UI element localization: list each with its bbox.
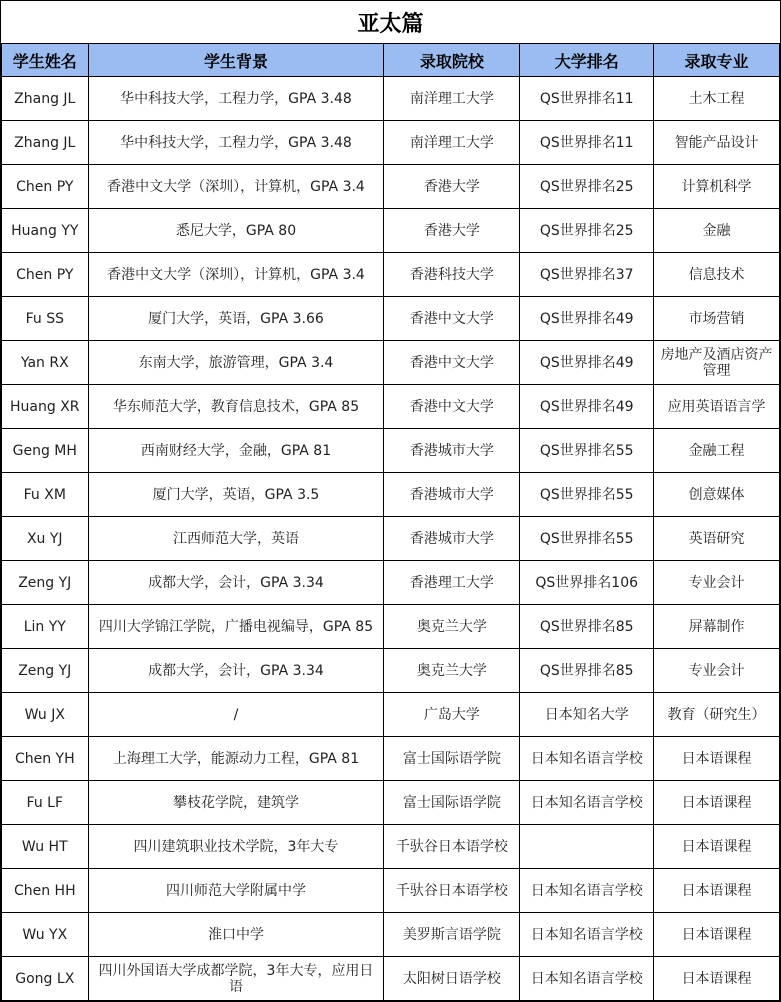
cell-admitted-major: 日本语课程 — [654, 869, 780, 913]
cell-student-name: Zhang JL — [2, 77, 89, 121]
cell-admitted-major: 日本语课程 — [654, 781, 780, 825]
cell-student-name: Yan RX — [2, 341, 89, 385]
cell-student-name: Chen YH — [2, 737, 89, 781]
cell-student-name: Zeng YJ — [2, 649, 89, 693]
header-admitted-major: 录取专业 — [654, 44, 780, 77]
cell-student-background: 四川外国语大学成都学院，3年大专，应用日语 — [88, 957, 384, 1001]
cell-university-rank: QS世界排名49 — [520, 341, 654, 385]
cell-admitted-school: 富士国际语学院 — [384, 781, 520, 825]
cell-university-rank: QS世界排名55 — [520, 429, 654, 473]
cell-student-background: 上海理工大学，能源动力工程，GPA 81 — [88, 737, 384, 781]
cell-university-rank: 日本知名语言学校 — [520, 869, 654, 913]
cell-student-background: 淮口中学 — [88, 913, 384, 957]
header-student-name: 学生姓名 — [2, 44, 89, 77]
header-student-background: 学生背景 — [88, 44, 384, 77]
cell-admitted-major: 日本语课程 — [654, 957, 780, 1001]
cell-university-rank: QS世界排名55 — [520, 473, 654, 517]
cell-admitted-major: 日本语课程 — [654, 737, 780, 781]
cell-student-background: 东南大学，旅游管理，GPA 3.4 — [88, 341, 384, 385]
cell-admitted-school: 香港城市大学 — [384, 429, 520, 473]
cell-admitted-major: 教育（研究生） — [654, 693, 780, 737]
cell-student-background: 成都大学，会计，GPA 3.34 — [88, 561, 384, 605]
cell-university-rank — [520, 825, 654, 869]
cell-student-name: Wu YX — [2, 913, 89, 957]
cell-admitted-school: 奥克兰大学 — [384, 605, 520, 649]
table-row — [2, 209, 780, 253]
cell-university-rank: 日本知名语言学校 — [520, 781, 654, 825]
cell-admitted-school: 香港城市大学 — [384, 517, 520, 561]
cell-admitted-major: 房地产及酒店资产管理 — [654, 341, 780, 385]
cell-student-background: 华中科技大学，工程力学，GPA 3.48 — [88, 121, 384, 165]
cell-admitted-major: 英语研究 — [654, 517, 780, 561]
cell-admitted-school: 广岛大学 — [384, 693, 520, 737]
table-row — [2, 781, 780, 825]
table-row — [2, 429, 780, 473]
cell-student-background: 厦门大学，英语，GPA 3.5 — [88, 473, 384, 517]
table-row — [2, 869, 780, 913]
cell-admitted-major: 专业会计 — [654, 561, 780, 605]
cell-admitted-school: 奥克兰大学 — [384, 649, 520, 693]
cell-student-background: 攀枝花学院，建筑学 — [88, 781, 384, 825]
cell-admitted-major: 土木工程 — [654, 77, 780, 121]
cell-admitted-major: 信息技术 — [654, 253, 780, 297]
cell-student-name: Wu JX — [2, 693, 89, 737]
cell-student-name: Chen PY — [2, 165, 89, 209]
table-row — [2, 605, 780, 649]
cell-admitted-school: 香港科技大学 — [384, 253, 520, 297]
table-row — [2, 649, 780, 693]
cell-admitted-school: 太阳树日语学校 — [384, 957, 520, 1001]
cell-student-name: Chen HH — [2, 869, 89, 913]
cell-admitted-major: 专业会计 — [654, 649, 780, 693]
cell-admitted-school: 香港中文大学 — [384, 385, 520, 429]
cell-admitted-major: 日本语课程 — [654, 913, 780, 957]
cell-student-name: Huang YY — [2, 209, 89, 253]
cell-student-name: Chen PY — [2, 253, 89, 297]
cell-student-name: Fu XM — [2, 473, 89, 517]
table-row — [2, 957, 780, 1001]
table-row — [2, 297, 780, 341]
cell-admitted-major: 计算机科学 — [654, 165, 780, 209]
table-row — [2, 385, 780, 429]
cell-university-rank: QS世界排名85 — [520, 649, 654, 693]
cell-student-name: Zeng YJ — [2, 561, 89, 605]
cell-university-rank: QS世界排名49 — [520, 297, 654, 341]
cell-student-name: Zhang JL — [2, 121, 89, 165]
cell-admitted-school: 南洋理工大学 — [384, 77, 520, 121]
cell-admitted-school: 南洋理工大学 — [384, 121, 520, 165]
cell-admitted-major: 日本语课程 — [654, 825, 780, 869]
cell-student-background: 香港中文大学（深圳），计算机，GPA 3.4 — [88, 253, 384, 297]
table-row — [2, 737, 780, 781]
cell-university-rank: QS世界排名11 — [520, 121, 654, 165]
table-row — [2, 825, 780, 869]
cell-student-background: / — [88, 693, 384, 737]
cell-student-name: Geng MH — [2, 429, 89, 473]
cell-university-rank: QS世界排名106 — [520, 561, 654, 605]
cell-admitted-school: 美罗斯言语学院 — [384, 913, 520, 957]
cell-university-rank: QS世界排名11 — [520, 77, 654, 121]
cell-admitted-major: 屏幕制作 — [654, 605, 780, 649]
header-university-rank: 大学排名 — [520, 44, 654, 77]
cell-university-rank: QS世界排名25 — [520, 209, 654, 253]
cell-student-background: 西南财经大学，金融，GPA 81 — [88, 429, 384, 473]
cell-student-background: 江西师范大学，英语 — [88, 517, 384, 561]
cell-student-background: 华东师范大学，教育信息技术，GPA 85 — [88, 385, 384, 429]
cell-student-background: 成都大学，会计，GPA 3.34 — [88, 649, 384, 693]
cell-university-rank: QS世界排名25 — [520, 165, 654, 209]
table-row — [2, 913, 780, 957]
cell-student-background: 四川建筑职业技术学院，3年大专 — [88, 825, 384, 869]
cell-admitted-school: 富士国际语学院 — [384, 737, 520, 781]
table-row — [2, 561, 780, 605]
cell-university-rank: 日本知名语言学校 — [520, 913, 654, 957]
cell-admitted-school: 香港理工大学 — [384, 561, 520, 605]
cell-admitted-school: 香港大学 — [384, 165, 520, 209]
cell-university-rank: QS世界排名85 — [520, 605, 654, 649]
cell-admitted-school: 香港城市大学 — [384, 473, 520, 517]
cell-student-name: Wu HT — [2, 825, 89, 869]
cell-admitted-school: 千驮谷日本语学校 — [384, 869, 520, 913]
header-admitted-school: 录取院校 — [384, 44, 520, 77]
cell-student-name: Xu YJ — [2, 517, 89, 561]
cell-admitted-major: 市场营销 — [654, 297, 780, 341]
cell-university-rank: 日本知名语言学校 — [520, 957, 654, 1001]
cell-university-rank: QS世界排名55 — [520, 517, 654, 561]
cell-student-background: 香港中文大学（深圳），计算机，GPA 3.4 — [88, 165, 384, 209]
cell-admitted-school: 香港中文大学 — [384, 297, 520, 341]
table-row — [2, 693, 780, 737]
cell-admitted-major: 创意媒体 — [654, 473, 780, 517]
table-row — [2, 165, 780, 209]
table-row — [2, 473, 780, 517]
cell-student-name: Lin YY — [2, 605, 89, 649]
cell-student-name: Fu LF — [2, 781, 89, 825]
cell-student-name: Huang XR — [2, 385, 89, 429]
cell-university-rank: 日本知名语言学校 — [520, 737, 654, 781]
cell-student-name: Gong LX — [2, 957, 89, 1001]
table-row — [2, 517, 780, 561]
table-row — [2, 341, 780, 385]
cell-student-background: 华中科技大学，工程力学，GPA 3.48 — [88, 77, 384, 121]
table-row — [2, 121, 780, 165]
cell-university-rank: QS世界排名49 — [520, 385, 654, 429]
table-title: 亚太篇 — [2, 1, 780, 44]
admissions-table — [1, 1, 780, 1001]
cell-student-background: 四川师范大学附属中学 — [88, 869, 384, 913]
cell-student-background: 四川大学锦江学院，广播电视编导，GPA 85 — [88, 605, 384, 649]
cell-admitted-major: 金融 — [654, 209, 780, 253]
table-row — [2, 77, 780, 121]
title-row — [2, 1, 780, 44]
cell-admitted-major: 智能产品设计 — [654, 121, 780, 165]
header-row — [2, 44, 780, 77]
cell-university-rank: QS世界排名37 — [520, 253, 654, 297]
cell-admitted-school: 千驮谷日本语学校 — [384, 825, 520, 869]
table-body — [2, 77, 780, 1001]
table-row — [2, 253, 780, 297]
cell-admitted-major: 应用英语语言学 — [654, 385, 780, 429]
cell-admitted-major: 金融工程 — [654, 429, 780, 473]
cell-student-name: Fu SS — [2, 297, 89, 341]
cell-university-rank: 日本知名大学 — [520, 693, 654, 737]
cell-admitted-school: 香港中文大学 — [384, 341, 520, 385]
cell-admitted-school: 香港大学 — [384, 209, 520, 253]
cell-student-background: 悉尼大学，GPA 80 — [88, 209, 384, 253]
cell-student-background: 厦门大学，英语，GPA 3.66 — [88, 297, 384, 341]
